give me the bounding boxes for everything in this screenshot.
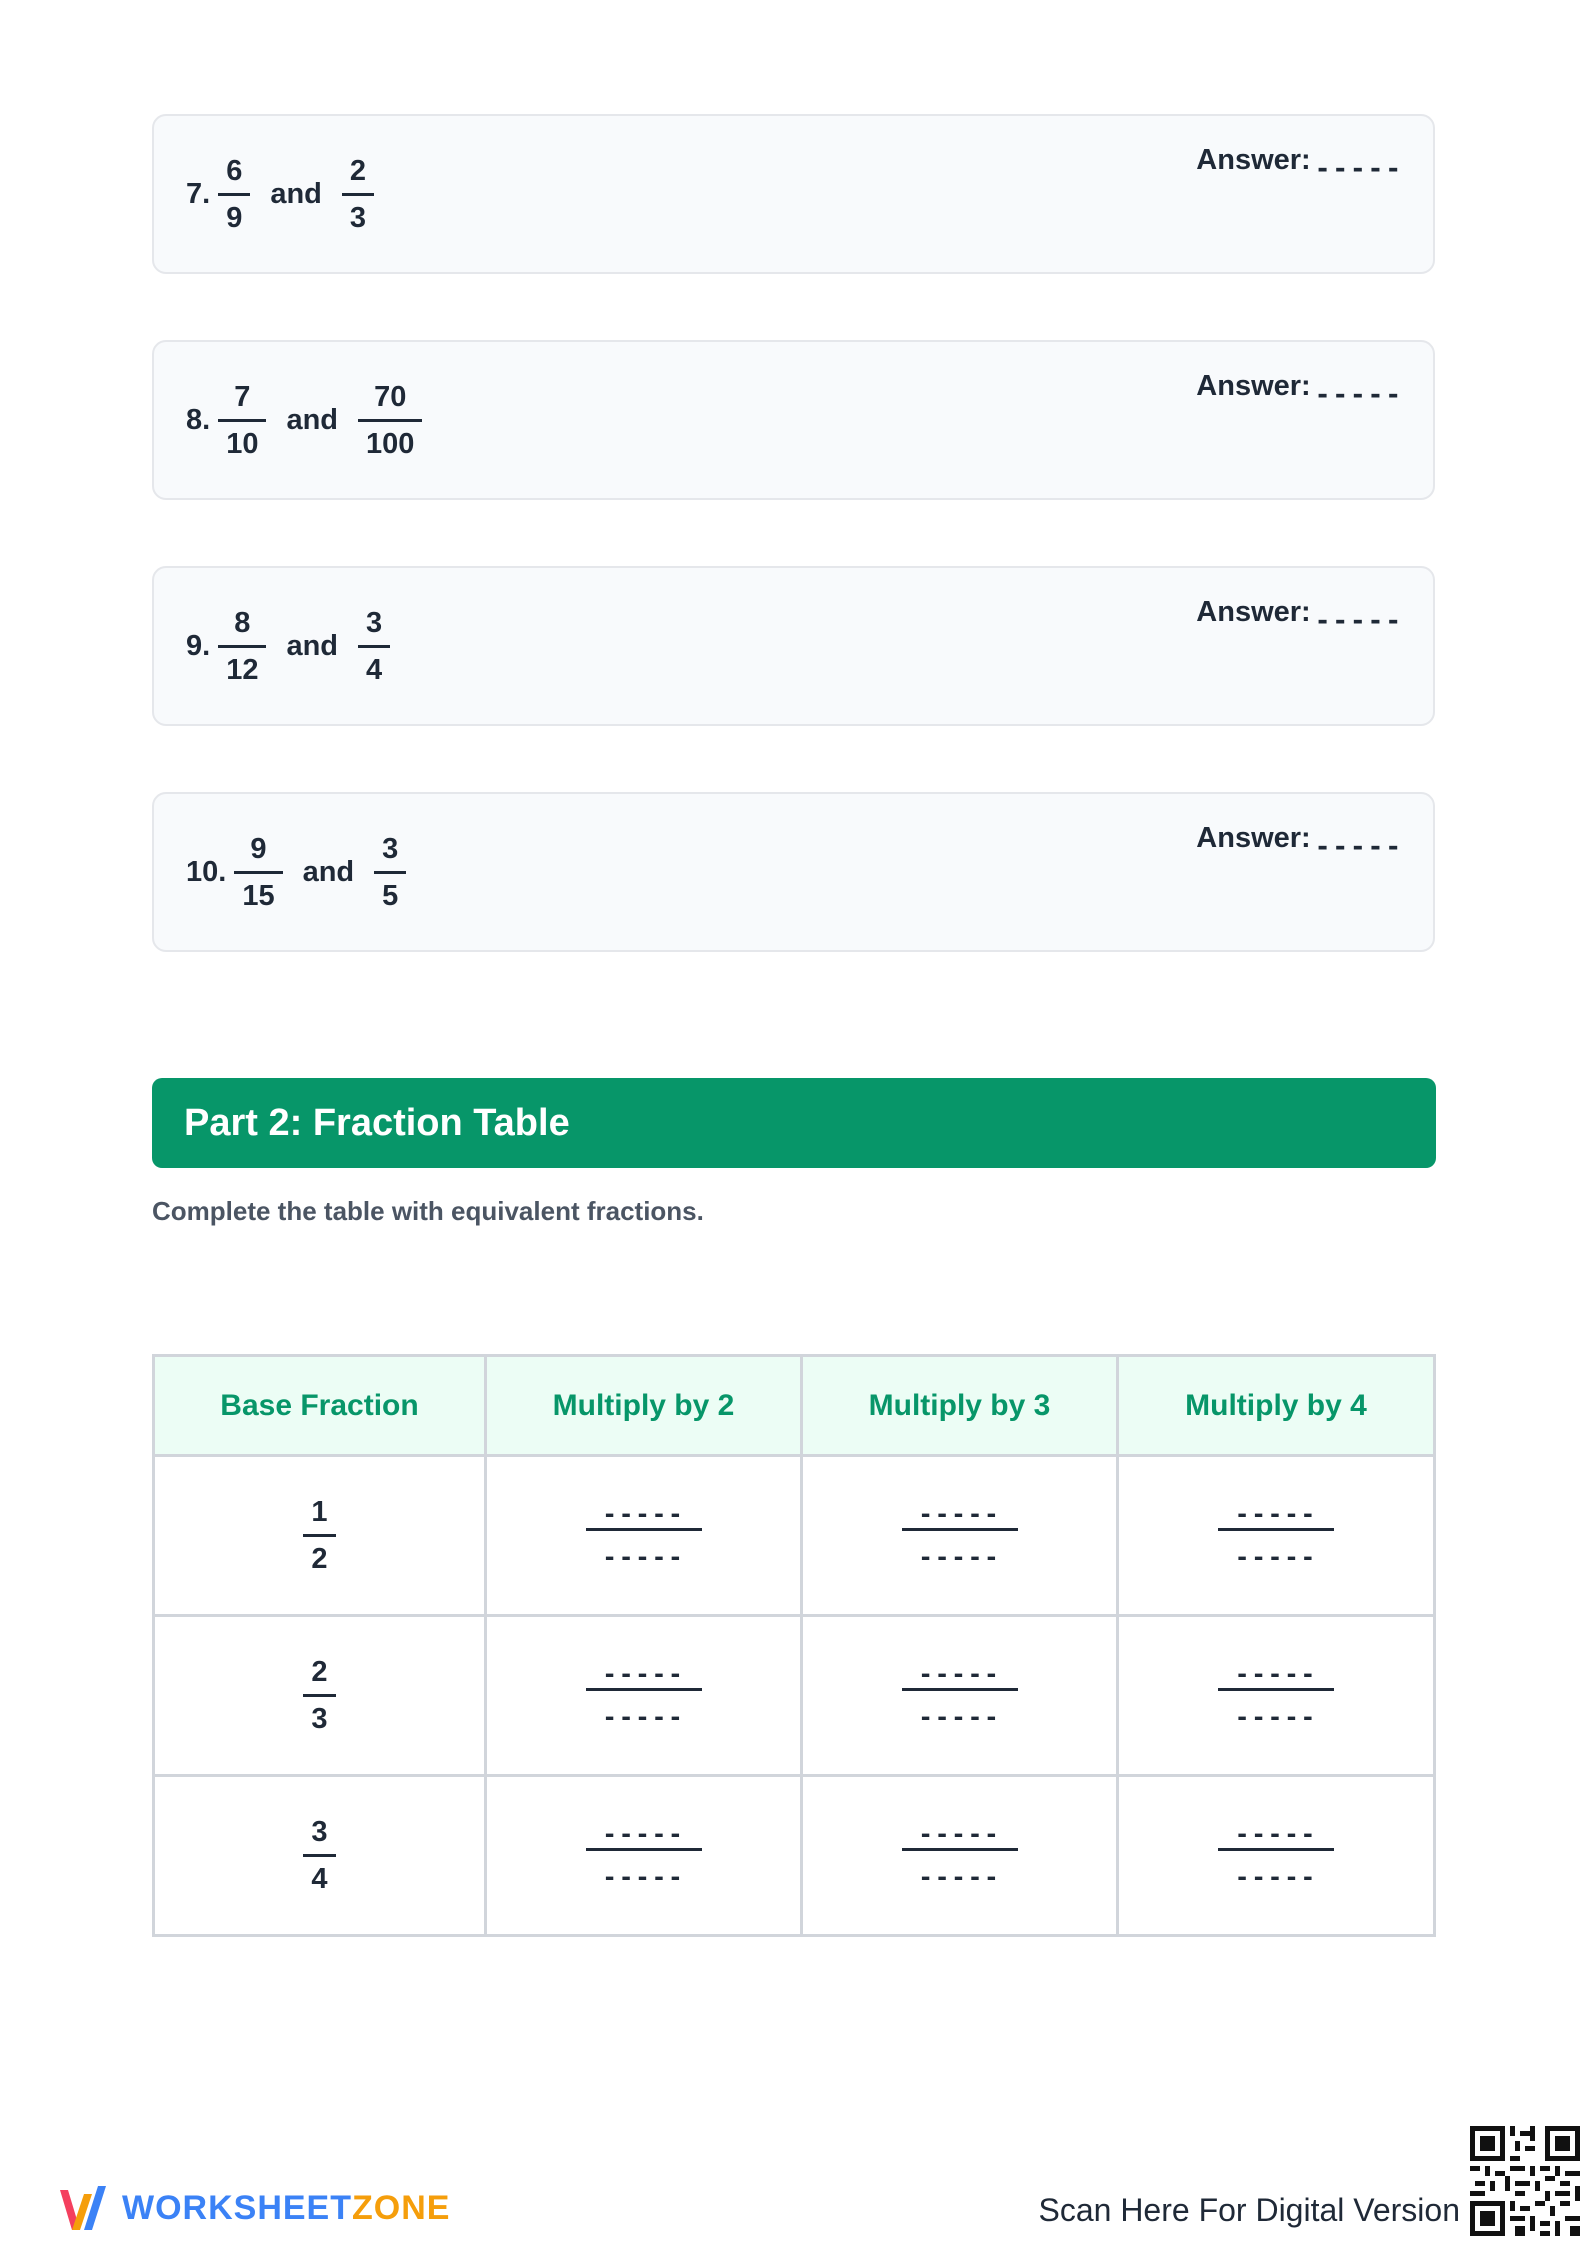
question-number: 8.: [186, 403, 211, 436]
answer-blank[interactable]: -----: [1314, 380, 1403, 410]
numerator: 2: [349, 154, 367, 187]
blank-denominator[interactable]: -----: [602, 1543, 685, 1571]
numerator: 3: [366, 606, 383, 639]
fraction-bar: [586, 1528, 702, 1531]
blank-denominator[interactable]: -----: [1234, 1543, 1318, 1571]
fraction-bar: [218, 419, 266, 422]
base-fraction: [307, 1656, 331, 1735]
blank-fraction[interactable]: [902, 1822, 1018, 1889]
answer-area: [1196, 370, 1403, 410]
table-row: [154, 1456, 1435, 1616]
question-expression: [186, 116, 370, 272]
blank-denominator[interactable]: -----: [602, 1703, 685, 1731]
column-header: Base Fraction: [154, 1356, 486, 1456]
numerator: 3: [382, 832, 399, 865]
fraction-bar: [1218, 1688, 1334, 1691]
answer-cell[interactable]: [486, 1456, 802, 1616]
table-header-row: [154, 1356, 1435, 1456]
blank-denominator[interactable]: -----: [918, 1703, 1001, 1731]
section-instructions: Complete the table with equivalent fractions.: [152, 1196, 704, 1226]
numerator: 8: [234, 606, 251, 639]
logo-wordmark: [122, 2189, 450, 2228]
answer-area: [1196, 596, 1403, 636]
qr-code-icon[interactable]: [1470, 2126, 1580, 2236]
fraction-bar: [358, 419, 422, 422]
answer-area: [1196, 822, 1403, 862]
fraction-b: [346, 155, 370, 234]
blank-fraction[interactable]: [1218, 1502, 1334, 1569]
denominator: 15: [242, 879, 275, 912]
question-expression: [186, 794, 402, 950]
numerator: 9: [250, 832, 267, 865]
column-header: Multiply by 4: [1118, 1356, 1435, 1456]
question-card: [152, 566, 1435, 726]
part-2-banner: [152, 1078, 1436, 1168]
base-fraction: [307, 1816, 331, 1895]
connector-word: and: [270, 177, 322, 210]
column-header: Multiply by 2: [486, 1356, 802, 1456]
answer-cell[interactable]: [1118, 1616, 1435, 1776]
blank-numerator[interactable]: -----: [918, 1500, 1001, 1528]
numerator: 6: [226, 154, 243, 187]
fraction-bar: [218, 193, 250, 196]
question-card: [152, 114, 1435, 274]
blank-denominator[interactable]: -----: [1234, 1863, 1318, 1891]
question-number: 9.: [186, 629, 211, 662]
numerator: 2: [311, 1656, 328, 1688]
logo-w-icon: [58, 2180, 108, 2236]
scan-caption: Scan Here For Digital Version: [1038, 2192, 1460, 2228]
base-fraction-cell: [154, 1456, 486, 1616]
answer-blank[interactable]: -----: [1314, 606, 1403, 636]
answer-label: Answer:: [1196, 822, 1311, 854]
connector-word: and: [302, 855, 355, 888]
answer-label: Answer:: [1196, 596, 1311, 628]
fraction-bar: [218, 645, 266, 648]
numerator: 1: [311, 1496, 328, 1528]
blank-fraction[interactable]: [586, 1662, 702, 1729]
denominator: 100: [366, 427, 415, 460]
answer-cell[interactable]: [1118, 1456, 1435, 1616]
connector-word: and: [286, 403, 339, 436]
table-row: [154, 1616, 1435, 1776]
logo-text-zone: ZONE: [352, 2188, 451, 2227]
fraction-bar: [586, 1848, 702, 1851]
blank-numerator[interactable]: -----: [1234, 1500, 1318, 1528]
fraction-b: [378, 833, 402, 912]
fraction-bar: [902, 1528, 1018, 1531]
answer-cell[interactable]: [802, 1776, 1118, 1936]
denominator: 12: [226, 653, 259, 686]
blank-denominator[interactable]: -----: [602, 1863, 685, 1891]
fraction-bar: [342, 193, 374, 196]
answer-label: Answer:: [1196, 144, 1311, 176]
fraction-bar: [586, 1688, 702, 1691]
fraction-b: [362, 381, 418, 460]
fraction-bar: [234, 871, 282, 874]
fraction-bar: [902, 1688, 1018, 1691]
blank-numerator[interactable]: -----: [602, 1660, 685, 1688]
fraction-a: [222, 381, 262, 460]
logo-text-worksheet: WORKSHEET: [122, 2188, 352, 2227]
answer-area: [1196, 144, 1403, 184]
blank-fraction[interactable]: [586, 1822, 702, 1889]
blank-numerator[interactable]: -----: [1234, 1820, 1318, 1848]
blank-fraction[interactable]: [1218, 1662, 1334, 1729]
base-fraction-cell: [154, 1776, 486, 1936]
fraction-table: [152, 1354, 1436, 1937]
question-number: 10.: [186, 855, 227, 888]
fraction-bar: [902, 1848, 1018, 1851]
numerator: 7: [234, 380, 251, 413]
fraction-bar: [374, 871, 406, 874]
question-number: 7.: [186, 177, 211, 210]
fraction-bar: [1218, 1528, 1334, 1531]
base-fraction-cell: [154, 1616, 486, 1776]
denominator: 3: [349, 201, 367, 234]
blank-fraction[interactable]: [902, 1662, 1018, 1729]
blank-fraction[interactable]: [902, 1502, 1018, 1569]
answer-blank[interactable]: -----: [1314, 154, 1403, 184]
answer-cell[interactable]: [486, 1616, 802, 1776]
fraction-a: [222, 607, 262, 686]
blank-denominator[interactable]: -----: [918, 1543, 1001, 1571]
fraction-bar: [303, 1534, 335, 1537]
question-card: [152, 340, 1435, 500]
blank-numerator[interactable]: -----: [918, 1660, 1001, 1688]
fraction-bar: [303, 1694, 335, 1697]
denominator: 4: [366, 653, 383, 686]
denominator: 9: [226, 201, 243, 234]
column-header: Multiply by 3: [802, 1356, 1118, 1456]
blank-fraction[interactable]: [1218, 1822, 1334, 1889]
blank-fraction[interactable]: [586, 1502, 702, 1569]
blank-numerator[interactable]: -----: [1234, 1660, 1318, 1688]
base-fraction: [307, 1496, 331, 1575]
answer-cell[interactable]: [1118, 1776, 1435, 1936]
denominator: 2: [311, 1543, 328, 1575]
question-list: [152, 114, 1435, 1018]
fraction-bar: [1218, 1848, 1334, 1851]
question-expression: [186, 342, 418, 498]
blank-numerator[interactable]: -----: [918, 1820, 1001, 1848]
table-row: [154, 1776, 1435, 1936]
answer-cell[interactable]: [486, 1776, 802, 1936]
fraction-a: [222, 155, 246, 234]
numerator: 70: [374, 380, 407, 413]
answer-cell[interactable]: [802, 1456, 1118, 1616]
blank-denominator[interactable]: -----: [918, 1863, 1001, 1891]
blank-numerator[interactable]: -----: [602, 1820, 685, 1848]
worksheetzone-logo[interactable]: [58, 2180, 450, 2236]
question-expression: [186, 568, 386, 724]
section-title: Part 2: Fraction Table: [184, 1101, 570, 1144]
fraction-a: [238, 833, 278, 912]
answer-cell[interactable]: [802, 1616, 1118, 1776]
answer-blank[interactable]: -----: [1314, 832, 1403, 862]
blank-numerator[interactable]: -----: [602, 1500, 685, 1528]
connector-word: and: [286, 629, 339, 662]
denominator: 5: [382, 879, 399, 912]
fraction-b: [362, 607, 386, 686]
denominator: 3: [311, 1703, 328, 1735]
fraction-bar: [303, 1854, 335, 1857]
blank-denominator[interactable]: -----: [1234, 1703, 1318, 1731]
denominator: 4: [311, 1863, 328, 1895]
answer-label: Answer:: [1196, 370, 1311, 402]
denominator: 10: [226, 427, 259, 460]
numerator: 3: [311, 1816, 328, 1848]
question-card: [152, 792, 1435, 952]
fraction-bar: [358, 645, 390, 648]
